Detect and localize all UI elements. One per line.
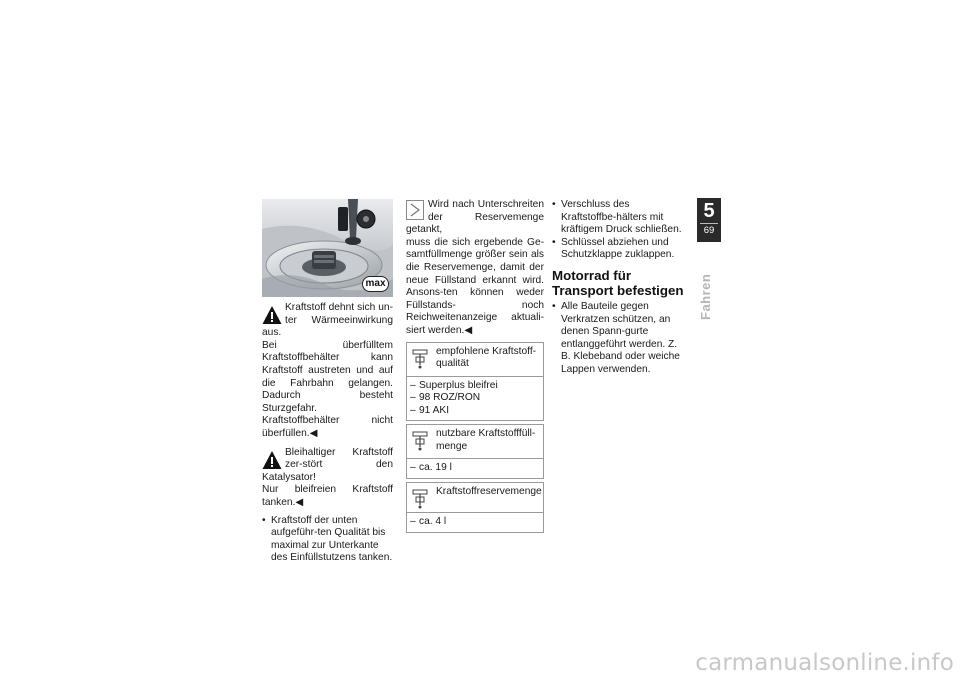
transport-steps [552,301,687,377]
technical-data-icon [411,489,429,509]
technical-data-icon [411,431,429,451]
chapter-tab [697,198,721,242]
note-text: muss die sich ergebende Ge-samtfüllmenge größer sein als die Reservemenge, damit der neue Füllstand erkannt wird. Ansons-ten können weder Füllstands- noch Reichweitenanzeige aktuali-siert werden.◀ [406,236,544,336]
warning-thermal-expansion [262,302,393,340]
list-item: • Schlüssel abziehen und Schutzklappe zuklappen. [552,237,687,262]
page-number: 69 [703,225,715,236]
warning2-lead: Bleihaltiger Kraftstoff zer-stört den Katalysator! [262,446,393,483]
note-icon [406,200,424,220]
spec-title: Kraftstoffreservemenge [436,485,542,497]
list-item: • Verschluss des Kraftstoffbe-hälters mit kräftigem Druck schließen. [552,199,687,237]
list-item: • Kraftstoff der unten aufgeführ-ten Qualität bis maximal zur Unterkante des Einfüllstutzens tanken. [262,515,393,565]
spec-title: nutzbare Kraftstofffüll-menge [436,428,536,452]
spec-value: – Superplus bleifrei [410,380,540,393]
spec-value: – 98 ROZ/RON [410,392,540,405]
section-heading: Motorrad für Transport befestigen [552,267,684,298]
technical-data-icon [411,349,429,369]
column-1 [262,199,393,565]
column-3 [552,199,687,377]
divider [700,223,718,224]
warning-triangle-icon [262,450,282,470]
list-item: • Alle Bauteile gegen Verkratzen schützen, an denen Spann-gurte entlanggeführt werden. Z. B. Klebeband oder weiche Lappen verwenden. [552,301,687,377]
refuel-steps [262,515,393,565]
warning1-end: Kraftstoffbehälter nicht überfüllen.◀ [262,415,393,439]
watermark: carmanualsonline.info [695,650,954,676]
reserve-note [406,199,544,237]
spec-value: – ca. 4 l [410,516,540,529]
warning1-text: Bei überfülltem Kraftstoffbehälter kann Kraftstoff austreten und auf die Fahrbahn gelangen. Dadurch besteht Sturzgefahr. [262,339,393,414]
spec-value: – ca. 19 l [410,462,540,475]
note-lead: Wird nach Unterschreiten der Reservemenge getankt, [406,199,544,236]
spec-fuel-reserve [406,482,544,533]
chapter-number: 5 [703,200,715,222]
column-2 [406,199,544,536]
spec-fuel-quality [406,342,544,422]
fuel-filler-photo [262,199,393,297]
warning-catalyst [262,447,393,485]
max-badge: max [362,276,389,292]
warning-triangle-icon [262,305,282,325]
warning2-end: Nur bleifreien Kraftstoff tanken.◀ [262,484,393,508]
close-steps [552,199,687,262]
warning1-lead: Kraftstoff dehnt sich un-ter Wärmeeinwirkung aus. [262,302,393,339]
spec-fuel-capacity [406,424,544,479]
spec-title: empfohlene Kraftstoff-qualität [436,345,537,370]
section-label: Fahren [698,273,713,320]
spec-value: – 91 AKI [410,405,540,418]
